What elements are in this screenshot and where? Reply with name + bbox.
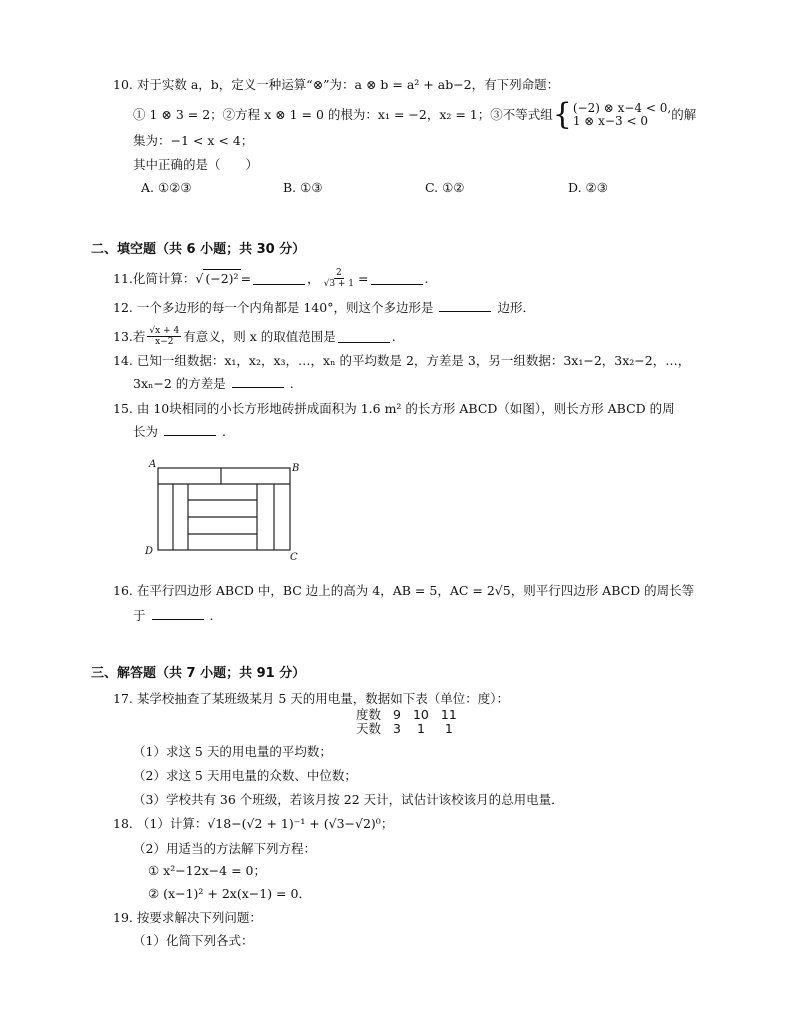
q17-part1: （1）求这 5 天的用电量的平均数；	[133, 744, 332, 759]
q18-line1	[113, 815, 393, 833]
q14-text-1: 已知一组数据：x₁，x₂，x₃，…，xₙ 的平均数是 2，方差是 3，另一组数据：3x₁−2，3x₂−2，…，	[136, 353, 691, 368]
q10-ask	[133, 156, 258, 174]
q12-number: 12.	[113, 300, 133, 315]
q13-answer-blank[interactable]	[338, 330, 390, 343]
q10-inequality-system	[552, 97, 672, 132]
q18-equation-1: ① x²−12x−4 = 0；	[148, 863, 266, 878]
q10-ask-text: 其中正确的是（ ）	[133, 157, 259, 172]
q13-end: .	[391, 328, 396, 344]
q19-text: 按要求解决下列问题：	[136, 910, 262, 925]
q17-line	[113, 690, 509, 708]
q17-number: 17.	[113, 691, 133, 706]
q18-number: 18.	[113, 816, 133, 831]
vertex-c-label: C	[290, 552, 298, 563]
q10-system-row1: (−2) ⊗ x−4 < 0,	[572, 101, 672, 115]
q16-text-2: 于	[133, 608, 146, 623]
q11-end: .	[424, 270, 429, 286]
vertex-b-label: B	[292, 463, 300, 474]
q15-line1	[113, 400, 675, 418]
q10-number: 10.	[113, 77, 133, 92]
q11-fraction	[322, 268, 356, 289]
rectangle-abcd-figure	[140, 456, 320, 564]
q17-data-table	[350, 708, 463, 736]
q15-text-2: 长为	[133, 424, 159, 439]
table-cell: 天数	[356, 721, 382, 736]
q11-comma: ，	[307, 270, 320, 286]
table-row	[350, 708, 463, 722]
q13-pre: 若	[132, 328, 146, 344]
q16-number: 16.	[113, 583, 133, 598]
vertex-d-label: D	[145, 546, 154, 557]
table-cell: 3	[393, 721, 401, 736]
sqrt-icon: √	[195, 270, 204, 286]
q11-answer-blank-2[interactable]	[371, 272, 423, 285]
q11-sqrt-expr: (−2)²	[205, 271, 239, 286]
q15-text-1: 由 10块相同的小长方形地砖拼成面积为 1.6 m² 的长方形 ABCD（如图），则长方形 ABCD 的周	[136, 401, 675, 416]
q11-line	[113, 268, 429, 289]
q13-fraction	[147, 326, 181, 347]
q11-eq1: =	[240, 270, 252, 286]
table-cell: 10	[412, 707, 429, 722]
q15-answer-blank[interactable]	[164, 423, 216, 436]
q16-end: .	[209, 608, 214, 623]
q15-number: 15.	[113, 401, 133, 416]
q10-statement-b: 的解	[671, 107, 697, 122]
left-brace-icon: {	[552, 97, 572, 132]
q16-line1	[113, 582, 694, 600]
q16-text-1: 在平行四边形 ABCD 中，BC 边上的高为 4，AB = 5，AC = 2√5，则平行四边形 ABCD 的周长等	[136, 583, 695, 598]
q19-line1	[113, 909, 262, 927]
q13-text: 有意义，则 x 的取值范围是	[183, 328, 336, 344]
table-cell: 度数	[356, 707, 382, 722]
q12-end: 边形．	[497, 300, 535, 315]
q14-answer-blank[interactable]	[232, 375, 284, 388]
q13-frac-den: x−2	[155, 337, 174, 347]
table-row	[350, 722, 463, 736]
q18-part1: （1）计算：√18−(√2 + 1)⁻¹ + (√3−√2)⁰；	[136, 816, 394, 831]
section-3-title: 三、解答题（共 7 小题；共 91 分）	[91, 666, 306, 681]
q10-system-row2: 1 ⊗ x−3 < 0	[572, 114, 648, 128]
q12-line	[113, 299, 535, 317]
q17-part3: （3）学校共有 36 个班级，若该月按 22 天计，试估计该校该月的总用电量．	[133, 792, 564, 807]
q15-end: .	[221, 424, 226, 439]
q14-number: 14.	[113, 353, 133, 368]
q10-statement-a: ① 1 ⊗ 3 = 2；②方程 x ⊗ 1 = 0 的根为：x₁ = −2，x₂ = 1；③不等式组	[133, 107, 553, 122]
vertex-a-label: A	[149, 459, 157, 470]
q10-option-b[interactable]: B. ①③	[283, 180, 323, 195]
q17-text: 某学校抽查了某班级某月 5 天的用电量，数据如下表（单位：度）：	[136, 691, 510, 706]
q10-option-d[interactable]: D. ②③	[568, 180, 608, 195]
q18-equation-2: ② (x−1)² + 2x(x−1) = 0．	[148, 886, 311, 901]
q14-line1	[113, 352, 690, 370]
section-2-title: 二、填空题（共 6 小题；共 30 分）	[91, 242, 306, 257]
q14-text-2: 3xₙ−2 的方差是	[133, 376, 226, 391]
q10-line2	[133, 97, 697, 132]
q11-frac-num: 2	[335, 268, 342, 278]
q17-part2: （2）求这 5 天用电量的众数、中位数；	[133, 768, 357, 783]
q10-line3	[133, 132, 253, 150]
q13-frac-num: √x + 4	[149, 326, 180, 336]
table-cell: 9	[393, 707, 401, 722]
table-cell: 1	[416, 721, 425, 736]
q10-line1	[113, 76, 559, 94]
q13-number: 13.	[113, 328, 133, 344]
q11-frac-den: √3 + 1	[323, 279, 355, 289]
q15-line2	[133, 423, 226, 441]
q19-part1: （1）化简下列各式：	[133, 933, 254, 948]
q10-option-c[interactable]: C. ①②	[425, 180, 465, 195]
q12-answer-blank[interactable]	[439, 299, 491, 312]
q10-option-a[interactable]: A. ①②③	[141, 180, 192, 195]
table-cell: 1	[444, 721, 453, 736]
q11-eq2: =	[358, 270, 369, 286]
q10-statement-c: 集为：−1 < x < 4；	[133, 133, 254, 148]
outer-rectangle	[158, 468, 290, 550]
q11-pre: 化简计算：	[132, 270, 196, 286]
q11-answer-blank-1[interactable]	[253, 272, 305, 285]
q16-answer-blank[interactable]	[152, 607, 204, 620]
table-cell: 11	[440, 707, 457, 722]
q14-end: .	[289, 376, 294, 391]
q16-line2	[133, 607, 213, 625]
q10-intro: 对于实数 a，b，定义一种运算“⊗”为：a ⊗ b = a² + ab−2，有下列命题：	[136, 77, 560, 92]
q13-line	[113, 326, 396, 347]
q12-text: 一个多边形的每一个内角都是 140°，则这个多边形是	[136, 300, 434, 315]
q19-number: 19.	[113, 910, 133, 925]
q14-line2	[133, 375, 294, 393]
q11-number: 11.	[113, 270, 133, 286]
q18-part2: （2）用适当的方法解下列方程：	[133, 841, 316, 856]
